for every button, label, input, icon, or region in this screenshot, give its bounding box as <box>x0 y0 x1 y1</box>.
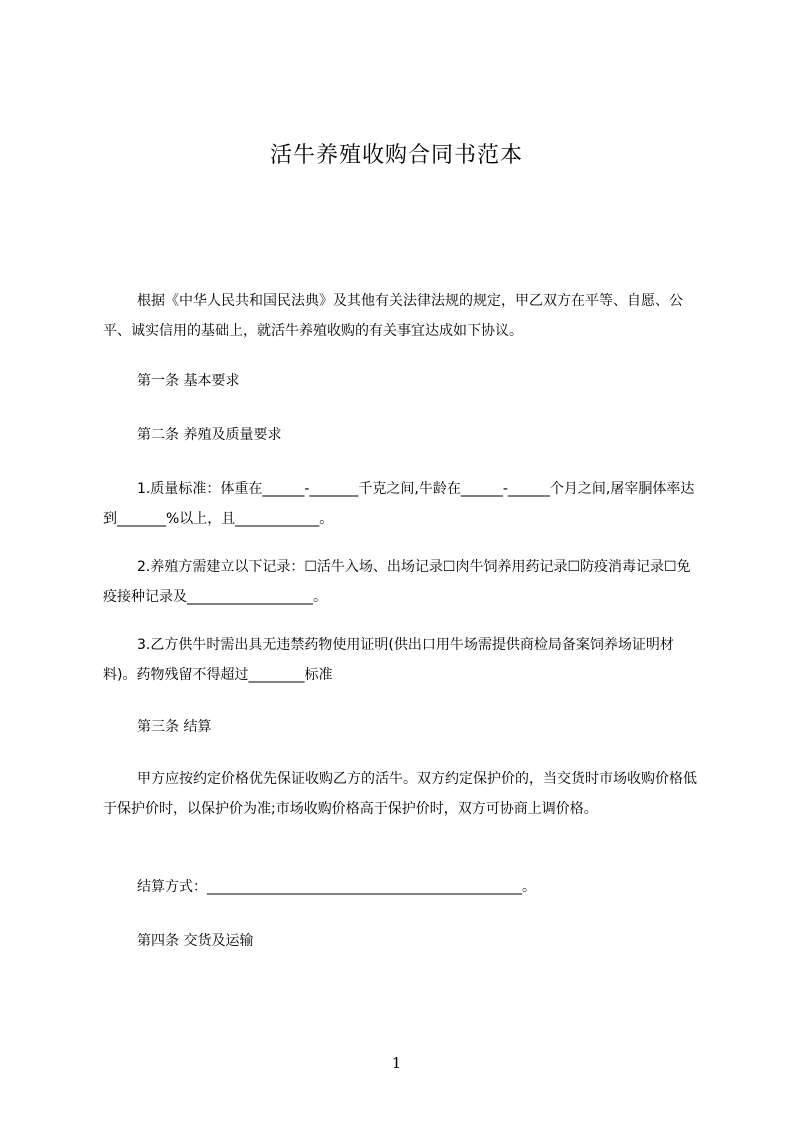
quality-standard-item: 1.质量标准：体重在______-_______千克之间,牛龄在______-______个月之间,屠宰胴体率达到_______%以上，且____________。 <box>103 481 695 527</box>
intro-paragraph: 根据《中华人民共和国民法典》及其他有关法律法规的规定，甲乙双方在平等、自愿、公平、诚实信用的基础上，就活牛养殖收购的有关事宜达成如下协议。 <box>103 293 683 339</box>
article-2-heading: 第二条 养殖及质量要求 <box>137 427 282 443</box>
settlement-paragraph: 甲方应按约定价格优先保证收购乙方的活牛。双方约定保护价的，当交货时市场收购价格低于保护价时，以保护价为准;市场收购价格高于保护价时，双方可协商上调价格。 <box>103 771 697 817</box>
records-item: 2.养殖方需建立以下记录：☐活牛入场、出场记录☐肉牛饲养用药记录☐防疫消毒记录☐免疫接种记录及__________________。 <box>103 559 691 605</box>
drug-certificate-item: 3.乙方供牛时需出具无违禁药物使用证明(供出口用牛场需提供商检局备案饲养场证明材料)。药物残留不得超过________标准 <box>103 637 674 683</box>
settlement-method: 结算方式：_____________________________________________。 <box>137 879 536 895</box>
article-3-heading: 第三条 结算 <box>137 719 212 735</box>
page-number: 1 <box>391 1054 402 1072</box>
article-1-heading: 第一条 基本要求 <box>137 373 240 389</box>
document-title: 活牛养殖收购合同书范本 <box>269 143 523 168</box>
article-4-heading: 第四条 交货及运输 <box>137 933 254 949</box>
